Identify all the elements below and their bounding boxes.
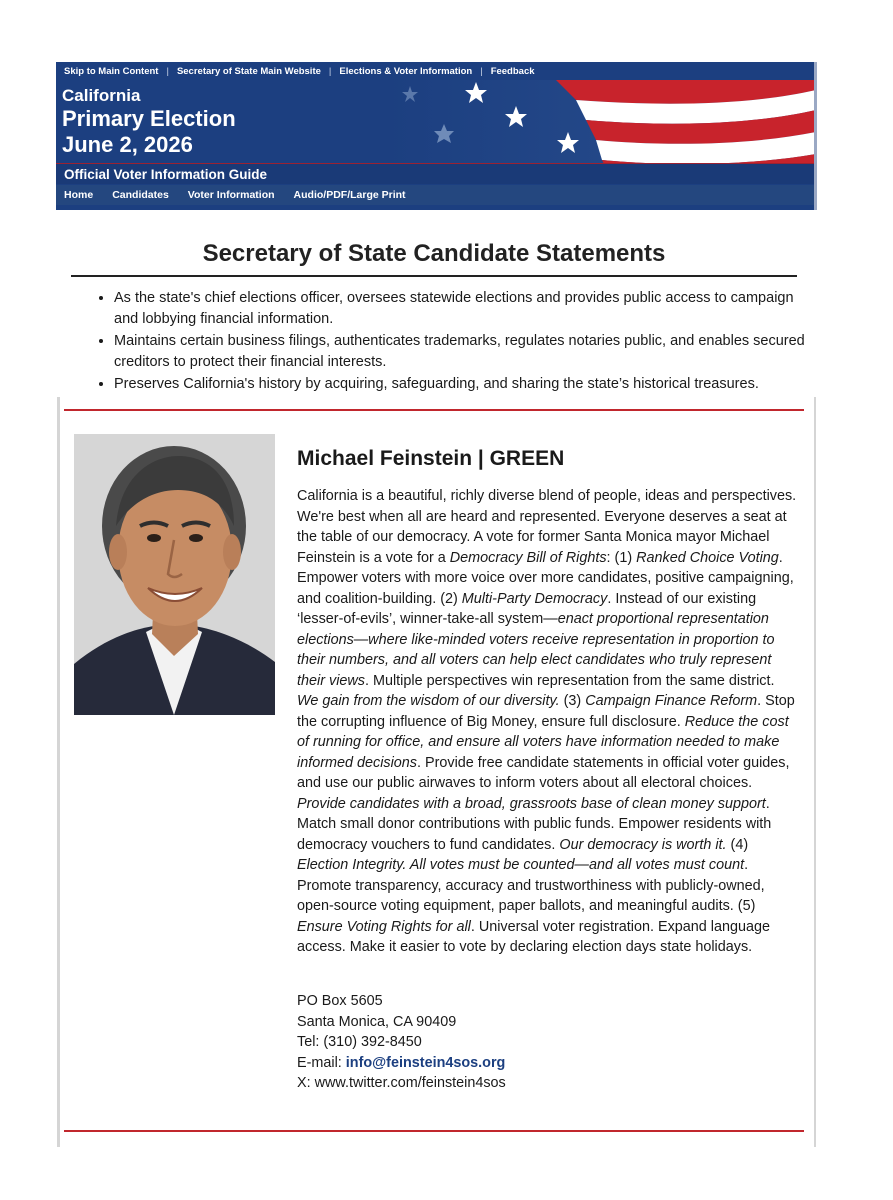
contact-address-line-1: PO Box 5605: [297, 993, 383, 1009]
utility-bar: [56, 62, 816, 80]
section-divider-top: [64, 409, 804, 411]
statement-text: (4): [726, 836, 749, 853]
nav-home[interactable]: Home: [64, 189, 94, 201]
statement-emphasis: We gain from the wisdom of our diversity.: [297, 693, 560, 709]
statement-emphasis: Democracy Bill of Rights: [449, 549, 607, 566]
state-name: California: [62, 86, 141, 105]
statement-emphasis: Election Integrity. All votes must be counted—and all votes must count: [297, 857, 745, 873]
flag-graphic: [386, 80, 816, 164]
guide-title: Official Voter Information Guide: [56, 163, 816, 184]
banner-edge: [814, 62, 817, 210]
elections-voter-info-link[interactable]: Elections & Voter Information: [339, 65, 473, 77]
statement-emphasis: Multi-Party Democracy: [461, 590, 608, 607]
statement-emphasis: Provide candidates with a broad, grassroots base of clean money support: [297, 795, 766, 812]
separator: |: [328, 65, 332, 77]
contact-address-line-2: Santa Monica, CA 90409: [297, 1013, 457, 1030]
contact-email-row: [297, 1053, 797, 1074]
contact-phone: Tel: (310) 392-8450: [297, 1034, 422, 1050]
separator: |: [166, 65, 169, 77]
statement-emphasis: Our democracy is worth it.: [559, 836, 727, 853]
election-date: June 2, 2026: [62, 132, 193, 157]
sos-main-website-link[interactable]: Secretary of State Main Website: [176, 65, 321, 77]
statement-emphasis: Campaign Finance Reform: [585, 693, 758, 709]
main-nav: [56, 185, 816, 205]
statement-text: . Stop the corrupting influence of Big Money, ensure full disclosure.: [297, 693, 795, 730]
site-banner: [56, 62, 816, 210]
statement-text: . Match small donor contributions with public funds. Empower residents with democracy vouchers to fund candidates.: [297, 795, 772, 853]
office-duties-list: [96, 288, 814, 396]
list-item: • Preserves California's history by acquiring, safeguarding, and sharing the state’s historical treasures.: [114, 374, 814, 395]
separator: |: [480, 65, 483, 77]
panel-border-right: [814, 397, 816, 1147]
election-name: Primary Election: [62, 106, 236, 131]
nav-audio-pdf-large-print[interactable]: Audio/PDF/Large Print: [293, 189, 406, 201]
statement-text: : (1): [606, 549, 637, 566]
statement-text: . Provide free candidate statements in official voter guides, and use our public airwaves to inform voters about all electoral choices.: [297, 754, 790, 791]
contact-email-label: E-mail:: [297, 1054, 346, 1071]
statement-text: . Multiple perspectives win representation from the same district.: [364, 672, 775, 689]
statement-text: . Empower voters with more voice over more candidates, positive campaigning, and coalition-building. (2): [297, 549, 794, 607]
list-item: • As the state's chief elections officer, oversees statewide elections and provides public access to campaign and lobbying financial information.: [114, 288, 814, 330]
candidate-contact: [297, 991, 797, 1094]
statement-emphasis: Ranked Choice Voting: [636, 549, 779, 566]
candidate-photo: [74, 434, 275, 715]
statement-text: . Universal voter registration. Expand language access. Make it easier to vote by declaring election days state holidays.: [297, 918, 771, 955]
feedback-link[interactable]: Feedback: [490, 65, 535, 77]
page-title: Secretary of State Candidate Statements: [202, 240, 666, 267]
candidate-name: Michael Feinstein | GREEN: [297, 447, 565, 470]
statement-emphasis: Ensure Voting Rights for all: [297, 918, 471, 935]
nav-candidates[interactable]: Candidates: [112, 189, 169, 201]
statement-text: California is a beautiful, richly diverse blend of people, ideas and perspectives. We're best when all are heard and represented. Everyone deserves a seat at the table of our democracy. A vote for former Santa Monica mayor Michael Feinstein is a vote for a: [297, 488, 797, 566]
title-divider: [71, 275, 797, 277]
list-item: • Maintains certain business filings, authenticates trademarks, regulates notaries public, and enables secured creditors to protect their financial interests.: [114, 331, 814, 373]
statement-emphasis: Reduce the cost of running for office, and ensure all voters have information needed to make informed decisions: [297, 713, 789, 771]
section-divider-bottom: [64, 1130, 804, 1132]
nav-voter-information[interactable]: Voter Information: [187, 189, 275, 201]
election-heading: [62, 80, 392, 158]
skip-to-main-link[interactable]: Skip to Main Content: [64, 65, 159, 77]
statement-text: (3): [559, 693, 586, 709]
panel-border-left: [57, 397, 60, 1147]
statement-emphasis: enact proportional representation elections—where like-minded voters receive representation in proportion to their numbers, and all voters can help elect candidates who truly represent their views: [297, 611, 775, 689]
statement-text: . Promote transparency, accuracy and trustworthiness with publicly-owned, open-source voting equipment, paper ballots, and meaningful audits. (5): [297, 857, 765, 914]
contact-x-handle: X: www.twitter.com/feinstein4sos: [297, 1075, 506, 1091]
contact-email-link[interactable]: info@feinstein4sos.org: [345, 1054, 506, 1071]
flag-icon: [386, 80, 816, 164]
candidate-statement: [297, 486, 797, 958]
statement-text: . Instead of our existing ‘lesser-of-evils’, winner-take-all system—: [297, 590, 757, 627]
portrait-image: [74, 434, 275, 715]
